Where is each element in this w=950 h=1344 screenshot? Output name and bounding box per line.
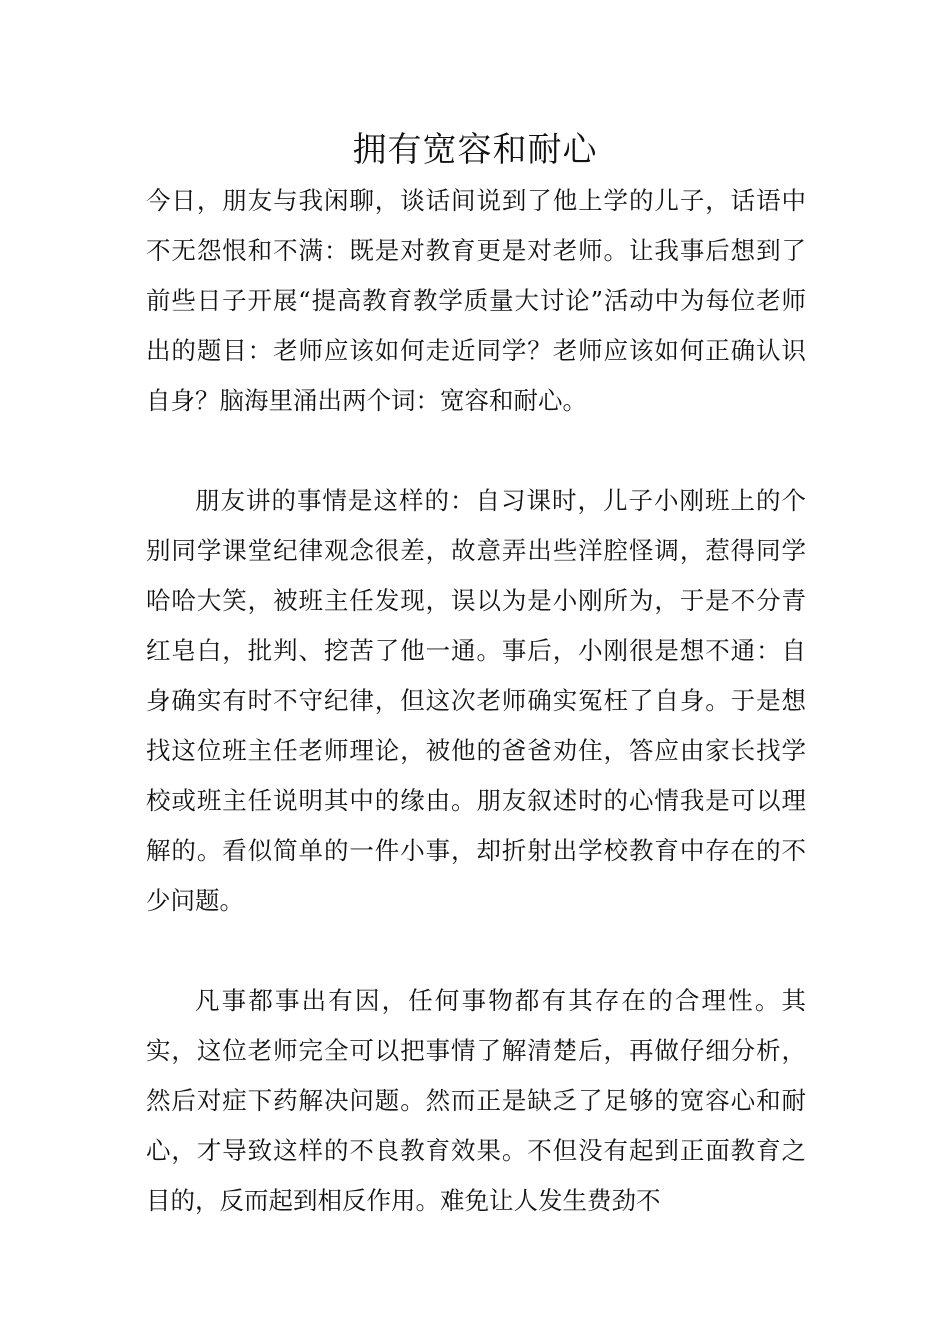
paragraph-3: 凡事都事出有因，任何事物都有其存在的合理性。其实，这位老师完全可以把事情了解清楚后，再做仔细分析，然后对症下药解决问题。然而正是缺乏了足够的宽容心和耐心，才导致这样的不良教育效果。不但没有起到正面教育之目的，反而起到相反作用。难免让人发生费劲不 <box>146 986 806 1215</box>
paragraph-1: 今日，朋友与我闲聊，谈话间说到了他上学的儿子，话语中不无怨恨和不满：既是对教育更是对老师。让我事后想到了前些日子开展“提高教育教学质量大讨论”活动中为每位老师出的题目：老师应该如何走近同学？老师应该如何正确认识自身？脑海里涌出两个词：宽容和耐心。 <box>146 186 806 415</box>
paragraph-gap <box>146 926 806 976</box>
paragraph-gap <box>146 426 806 476</box>
document-title: 拥有宽容和耐心 <box>352 130 598 170</box>
document-body <box>146 176 806 1226</box>
paragraph-2: 朋友讲的事情是这样的：自习课时，儿子小刚班上的个别同学课堂纪律观念很差，故意弄出些洋腔怪调，惹得同学哈哈大笑，被班主任发现，误以为是小刚所为，于是不分青红皂白，批判、挖苦了他一通。事后，小刚很是想不通：自身确实有时不守纪律，但这次老师确实冤枉了自身。于是想找这位班主任老师理论，被他的爸爸劝住，答应由家长找学校或班主任说明其中的缘由。朋友叙述时的心情我是可以理解的。看似简单的一件小事，却折射出学校教育中存在的不少问题。 <box>146 486 806 915</box>
